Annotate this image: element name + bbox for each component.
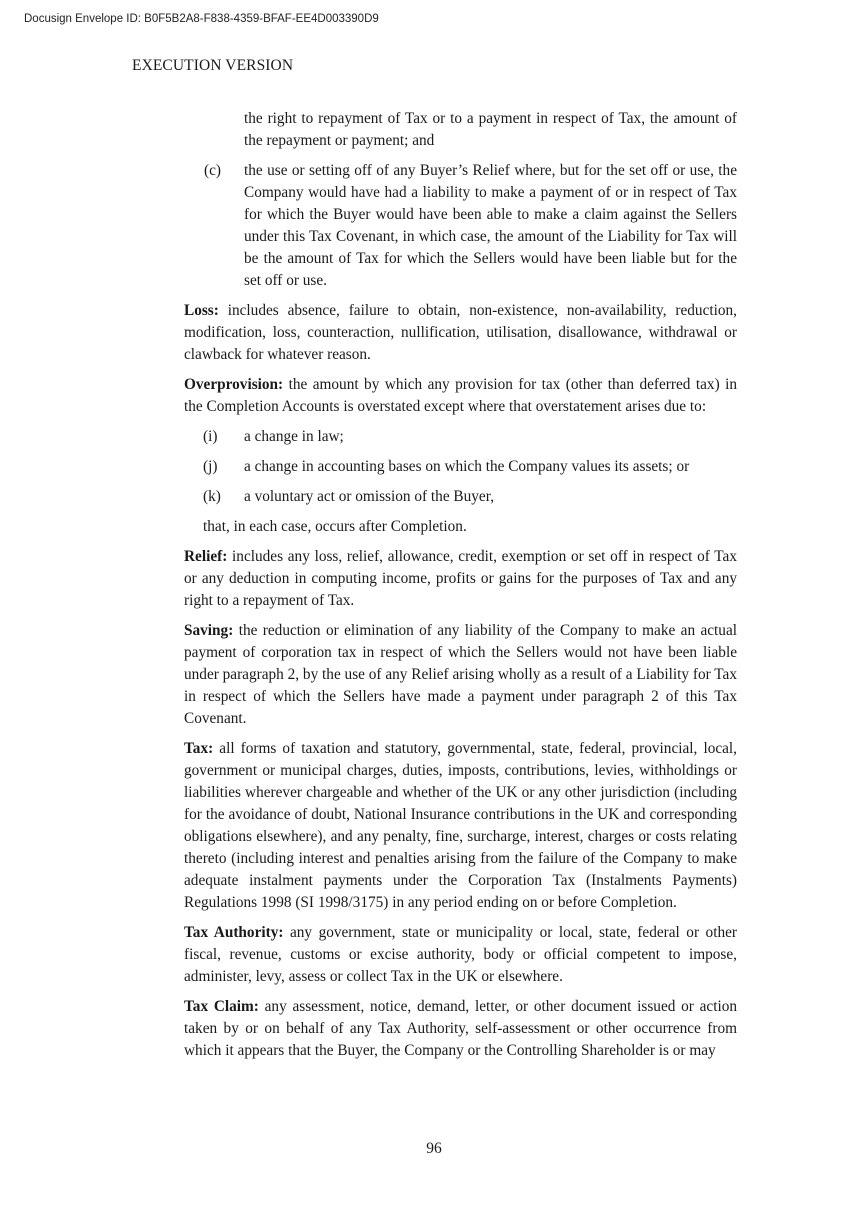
execution-version-label: EXECUTION VERSION	[132, 57, 294, 74]
definition-text: includes absence, failure to obtain, non-existence, non-availability, reduction, modification, loss, counteraction, nullification, utilisation, disallowance, withdrawal or clawback for whatever reason.	[184, 302, 737, 363]
item-text: a change in law;	[244, 428, 344, 445]
definition-tax	[184, 738, 737, 914]
item-text: a change in accounting bases on which the Company values its assets; or	[244, 458, 690, 475]
item-label: (c)	[204, 162, 221, 179]
definition-text: the reduction or elimination of any liability of the Company to make an actual payment of corporation tax in respect of which the Sellers would not have been liable under paragraph 2, by the use of any Relief arising wholly as a result of a Liability for Tax in respect of which the Sellers have made a payment under paragraph 2 of this Tax Covenant.	[184, 622, 737, 727]
definition-tax-claim	[184, 996, 737, 1062]
definition-saving	[184, 620, 737, 730]
list-item-c	[184, 160, 737, 292]
definition-tax-authority	[184, 922, 737, 988]
overprovision-tail: that, in each case, occurs after Completion.	[203, 518, 467, 535]
item-label: (k)	[203, 488, 221, 505]
definition-term: Tax Authority:	[184, 924, 284, 941]
definition-term: Saving:	[184, 622, 234, 639]
definition-overprovision	[184, 374, 737, 418]
item-text: the use or setting off of any Buyer’s Relief where, but for the set off or use, the Company would have had a liability to make a payment of or in respect of Tax for which the Buyer would have been able to make a claim against the Sellers under this Tax Covenant, in which case, the amount of the Liability for Tax will be the amount of Tax for which the Sellers would have been liable but for the set off or use.	[244, 162, 737, 289]
definition-loss	[184, 300, 737, 366]
definition-relief	[184, 546, 737, 612]
definition-text: includes any loss, relief, allowance, credit, exemption or set off in respect of Tax or any deduction in computing income, profits or gains for the purposes of Tax and any right to a repayment of Tax.	[184, 548, 737, 609]
definition-term: Tax Claim:	[184, 998, 259, 1015]
envelope-id: Docusign Envelope ID: B0F5B2A8-F838-4359-BFAF-EE4D003390D9	[24, 13, 379, 25]
definition-term: Loss:	[184, 302, 219, 319]
definition-term: Tax:	[184, 740, 214, 757]
item-label: (j)	[203, 458, 218, 475]
continuation-paragraph: the right to repayment of Tax or to a payment in respect of Tax, the amount of the repayment or payment; and	[244, 110, 737, 149]
definition-text: any assessment, notice, demand, letter, or other document issued or action taken by or on behalf of any Tax Authority, self-assessment or other occurrence from which it appears that the Buyer, the Company or the Controlling Shareholder is or may	[184, 998, 738, 1059]
definition-term: Overprovision:	[184, 376, 284, 393]
list-item-j	[184, 456, 737, 478]
definition-text: all forms of taxation and statutory, governmental, state, federal, provincial, local, government or municipal charges, duties, imposts, contributions, levies, withholdings or liabilities wherever chargeable and whether of the UK or any other jurisdiction (including for the avoidance of doubt, National Insurance contributions in the UK and corresponding obligations elsewhere), and any penalty, fine, surcharge, interest, charges or costs relating thereto (including interest and penalties arising from the failure of the Company to make adequate instalment payments under the Corporation Tax (Instalments Payments) Regulations 1998 (SI 1998/3175) in any period ending on or before Completion.	[184, 740, 737, 911]
list-item-k	[184, 486, 737, 508]
definition-text: any government, state or municipality or local, state, federal or other fiscal, revenue, customs or excise authority, body or official competent to impose, administer, levy, assess or collect Tax in the UK or elsewhere.	[184, 924, 737, 985]
list-item-i	[184, 426, 737, 448]
item-text: a voluntary act or omission of the Buyer,	[244, 488, 495, 505]
item-label: (i)	[203, 428, 218, 445]
document-body	[184, 108, 737, 1070]
definition-text: the amount by which any provision for tax (other than deferred tax) in the Completion Accounts is overstated except where that overstatement arises due to:	[184, 376, 737, 415]
definition-term: Relief:	[184, 548, 228, 565]
page-number: 96	[426, 1140, 442, 1157]
